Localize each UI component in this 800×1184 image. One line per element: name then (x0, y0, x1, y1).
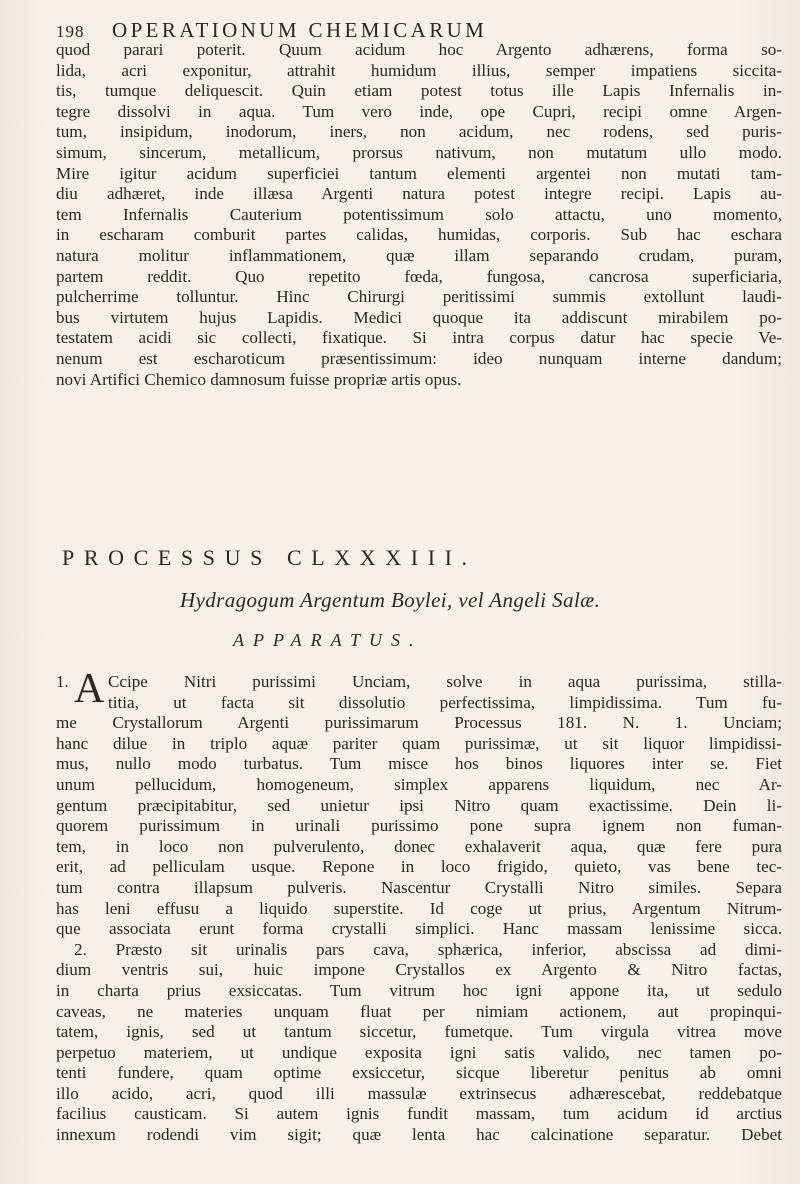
apparatus-heading: APPARATUS. (233, 630, 423, 650)
text-line: tis, tumque deliquescit. Quin etiam potest totus ille Lapis Infernalis in- (56, 81, 782, 101)
section-title: PROCESSUS CLXXXIII. (62, 545, 477, 570)
text-line: nenum est escharoticum præsentissimum: ideo nunquam interne dandum; (56, 348, 782, 368)
text-line: perpetuo materiem, ut undique exposita igni satis valido, nec tamen po- (56, 1042, 782, 1062)
body-text-bottom (56, 672, 782, 1146)
text-line: caveas, ne materies unquam fluat per nimiam actionem, aut propinqui- (56, 1001, 782, 1021)
text-line: tum contra illapsum pulveris. Nascentur Crystalli Nitro similes. Separa (56, 877, 782, 897)
text-line: dium ventris sui, huic impone Crystallos ex Argento & Nitro factas, (56, 960, 782, 980)
drop-cap: A (74, 666, 105, 712)
text-line: partem reddit. Quo repetito fœda, fungosa, cancrosa superficiaria, (56, 266, 782, 286)
text-line: tegre dissolvi in aqua. Tum vero inde, ope Cupri, recipi omne Argen- (56, 101, 782, 121)
text-line: 2. Præsto sit urinalis pars cava, sphærica, inferior, abscissa ad dimi- (74, 939, 782, 959)
text-line: testatem acidi sic collecti, fixatique. Si intra corpus datur hac specie Ve- (56, 328, 782, 348)
text-line: has leni effusu a liquido superstite. Id coge ut prius, Argentum Nitrum- (56, 898, 782, 918)
text-line: in charta prius exsiccatas. Tum vitrum hoc igni appone ita, ut sedulo (56, 980, 782, 1000)
process-subtitle: Hydragogum Argentum Boylei, vel Angeli Salæ. (180, 588, 601, 612)
text-line: pulcherrime tolluntur. Hinc Chirurgi peritissimi summis extollunt laudi- (56, 287, 782, 307)
text-line: lida, acri exponitur, attrahit humidum illius, semper impatiens siccita- (56, 60, 782, 80)
text-line: me Crystallorum Argenti purissimarum Processus 181. N. 1. Unciam; (56, 713, 782, 733)
text-line: hanc dilue in triplo aquæ pariter quam purissimæ, ut sit liquor limpidissi- (56, 733, 782, 753)
text-line-last: novi Artifici Chemico damnosum fuisse propriæ artis opus. (56, 369, 462, 389)
text-line: quorem purissimum in urinali purissimo pone supra ignem non fuman- (56, 816, 782, 836)
text-line: tum, insipidum, inodorum, iners, non acidum, nec rodens, sed puris- (56, 122, 782, 142)
text-line: gentum præcipitabitur, sed unietur ipsi Nitro quam exactissime. Dein li- (56, 795, 782, 815)
text-line: simum, sincerum, metallicum, prorsus nativum, non mutatum ullo modo. (56, 142, 782, 162)
text-line: in escharam comburit partes calidas, humidas, corporis. Sub hac eschara (56, 225, 782, 245)
text-line: tenti fundere, quam optime exsiccetur, sicque liberetur penitus ab omni (56, 1063, 782, 1083)
text-line: Mire igitur acidum superficiei tantum elementi argentei non mutati tam- (56, 163, 782, 183)
text-line: innexum rodendi vim sigit; quæ lenta hac calcinatione separatur. Debet (56, 1125, 782, 1145)
text-line: tem Infernalis Cauterium potentissimum solo attactu, uno momento, (56, 204, 782, 224)
text-line: quod parari poterit. Quum acidum hoc Argento adhærens, forma so- (56, 40, 782, 59)
text-line: mus, nullo modo turbatus. Tum misce hos binos liquores inter se. Fiet (56, 754, 782, 774)
text-line: tatem, ignis, sed ut tantum siccetur, fumetque. Tum virgula vitrea move (56, 1022, 782, 1042)
text-line: tem, in loco non pulverulento, donec exhalaverit aqua, quæ fere pura (56, 836, 782, 856)
body-text-top (56, 40, 782, 390)
page-number: 198 (56, 22, 85, 41)
running-title: OPERATIONUM CHEMICARUM (112, 18, 488, 42)
text-line: natura molitur inflammationem, quæ illam separando crudam, puram, (56, 245, 782, 265)
text-line: illo acido, acri, quod illi massulæ extrinsecus adhærescebat, reddebatque (56, 1083, 782, 1103)
text-line: que associata erunt forma crystalli simplici. Hanc massam lenissime sicca. (56, 919, 782, 939)
text-line: titia, ut facta sit dissolutio perfectissima, limpidissima. Tum fu- (108, 692, 782, 712)
text-line: facilius causticam. Si autem ignis fundit massam, tum acidum id arctius (56, 1104, 782, 1124)
text-line: Ccipe Nitri purissimi Unciam, solve in aqua purissima, stilla- (108, 672, 782, 691)
text-line: bus virtutem hujus Lapidis. Medici quoque ita addiscunt mirabilem po- (56, 307, 782, 327)
text-line: unum pellucidum, homogeneum, simplex apparens liquidum, nec Ar- (56, 774, 782, 794)
paragraph-number: 1. (56, 672, 69, 691)
text-line: erit, ad pelliculam usque. Repone in loco frigido, quieto, vas bene tec- (56, 857, 782, 877)
text-line: diu adhæret, inde illæsa Argenti natura potest integre recipi. Lapis au- (56, 184, 782, 204)
